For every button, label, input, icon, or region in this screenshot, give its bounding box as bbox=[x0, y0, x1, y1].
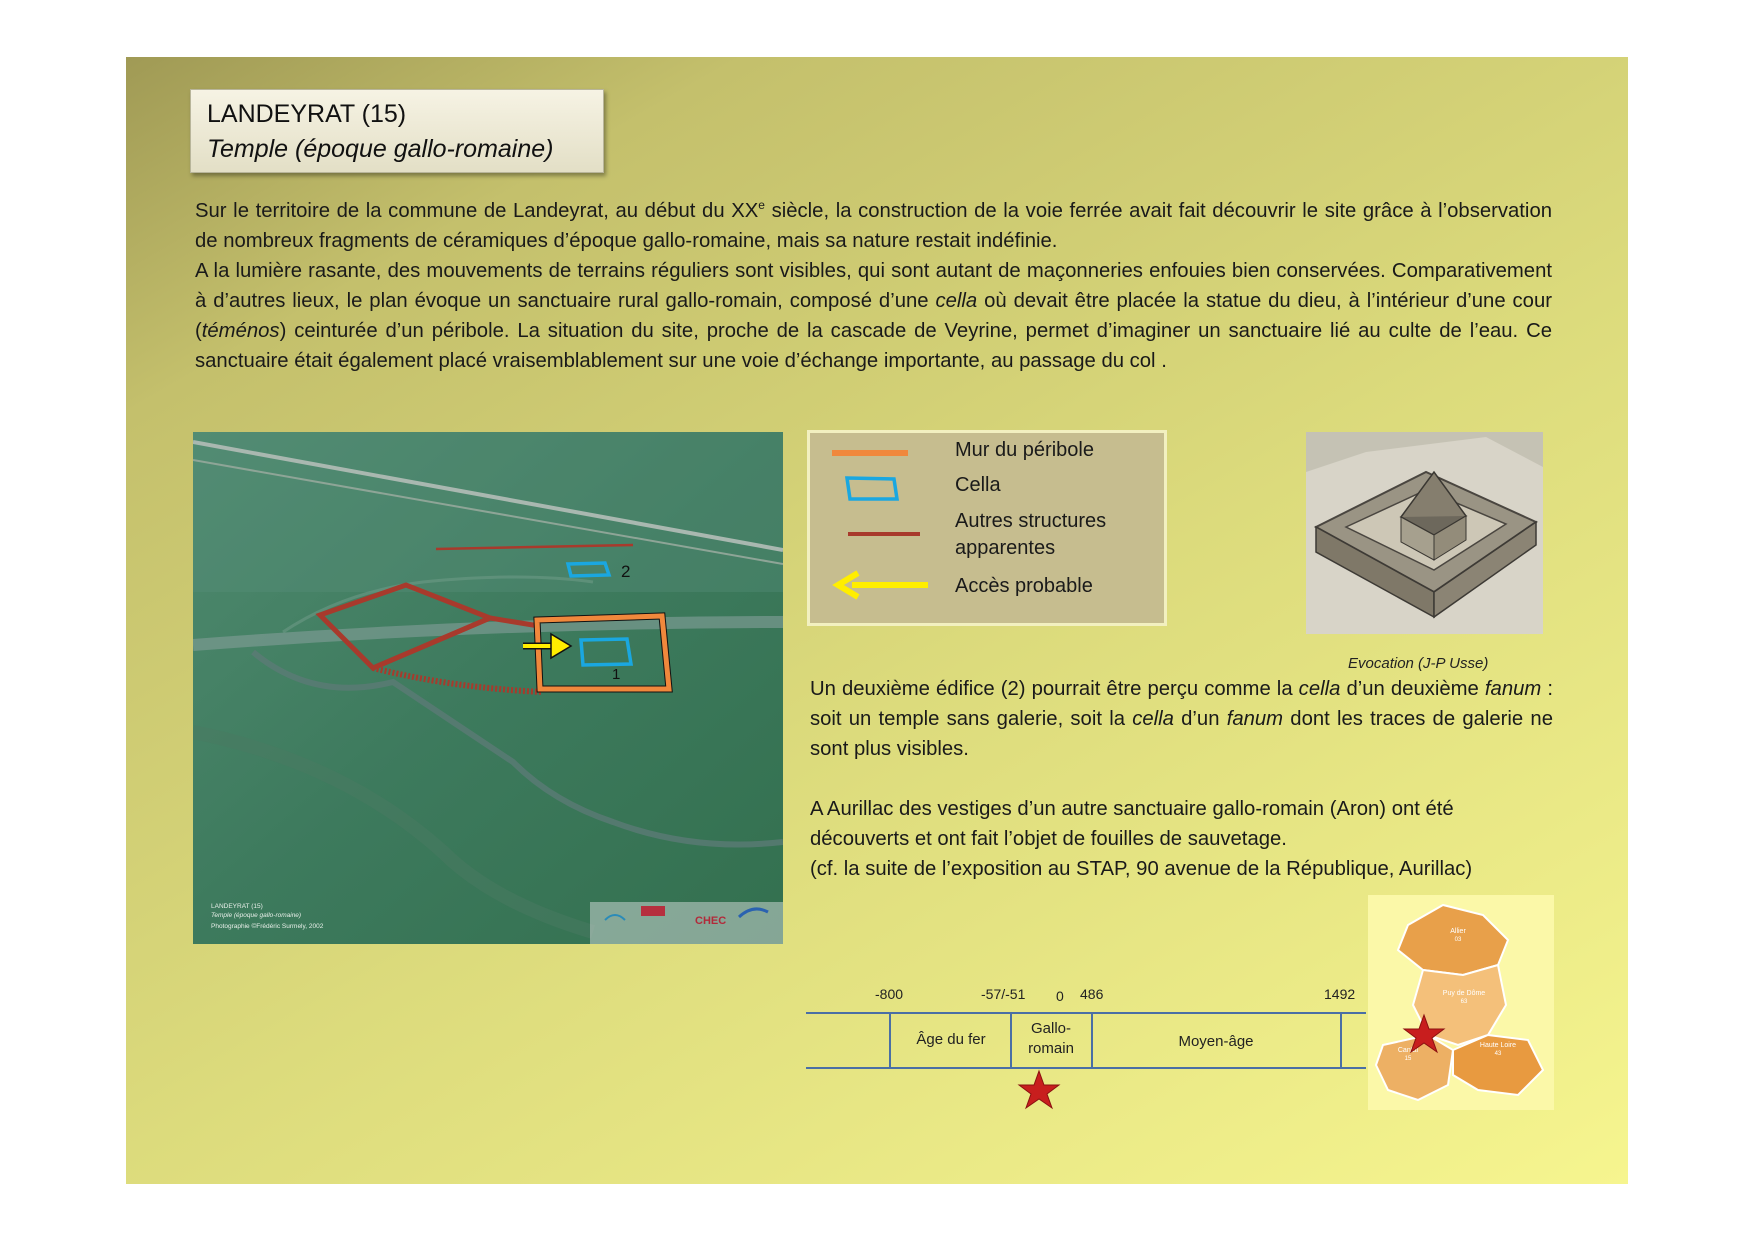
logo-chec: CHEC bbox=[695, 915, 727, 927]
cella-swatch bbox=[844, 475, 900, 503]
svg-text:15: 15 bbox=[1404, 1056, 1412, 1062]
other-structures-swatch bbox=[846, 529, 922, 539]
svg-text:63: 63 bbox=[1460, 999, 1468, 1005]
intro-paragraph-1: Sur le territoire de la commune de Landeyrat, au début du XXe siècle, la construction de la voie ferrée avait fait découvrir le site grâce à l’observation de nombreux fragments de céramiques d’époque gallo-romaine, mais sa nature restait indéfinie. bbox=[195, 198, 1552, 252]
access-arrow-swatch bbox=[832, 569, 930, 601]
svg-text:Puy de Dôme: Puy de Dôme bbox=[1442, 990, 1486, 997]
intro-text bbox=[195, 190, 1552, 376]
period-gallo-roman: Gallo- romain bbox=[1028, 1020, 1074, 1057]
svg-text:Allier: Allier bbox=[1450, 928, 1466, 935]
page-subtitle: Temple (époque gallo-romaine) bbox=[207, 135, 554, 163]
body-text-2 bbox=[810, 674, 1553, 884]
period-middle-ages: Moyen-âge bbox=[1178, 1033, 1254, 1050]
timeline-star bbox=[1019, 1071, 1059, 1108]
slide bbox=[126, 57, 1628, 1184]
legend-item-cella: Cella bbox=[955, 474, 1001, 496]
body2-paragraph-1: Un deuxième édifice (2) pourrait être perçu comme la cella d’un deuxième fanum : soit un temple sans galerie, soit la cella d’un fanum dont les traces de galerie ne sont plus visibles. bbox=[810, 678, 1553, 760]
map-legend bbox=[807, 430, 1167, 626]
svg-text:Temple (époque gallo-romaine): Temple (époque gallo-romaine) bbox=[211, 912, 302, 919]
period-iron-age: Âge du fer bbox=[916, 1031, 986, 1048]
legend-item-peribole: Mur du péribole bbox=[955, 439, 1094, 461]
body2-paragraph-2: A Aurillac des vestiges d’un autre sanctuaire gallo-romain (Aron) ont été découverts et ont fait l’objet de fouilles de sauvetage. bbox=[810, 798, 1454, 850]
aerial-photo bbox=[193, 432, 783, 944]
legend-item-access: Accès probable bbox=[955, 575, 1093, 597]
svg-text:Cantal: Cantal bbox=[1397, 1047, 1419, 1054]
page-title: LANDEYRAT (15) bbox=[207, 100, 407, 128]
svg-text:Photographie ©Frédéric Surmely: Photographie ©Frédéric Surmely, 2002 bbox=[211, 923, 324, 930]
auvergne-map bbox=[1368, 895, 1554, 1110]
evocation-caption: Evocation (J-P Usse) bbox=[1348, 655, 1489, 672]
title-box bbox=[190, 89, 604, 173]
tick-1492: 1492 bbox=[1324, 986, 1356, 1002]
legend-item-other: Autres structures apparentes bbox=[955, 510, 1107, 559]
timeline bbox=[806, 979, 1366, 1129]
intro-paragraph-2: A la lumière rasante, des mouvements de terrains réguliers sont visibles, qui sont autant de maçonneries enfouies bien conservées. Comparativement à d’autres lieux, le plan évoque un sanctuaire rural gallo-romain, composé d’une cella où devait être placée la statue du dieu, à l’intérieur d’une cour (téménos) ceinturée d’un péribole. La situation du site, proche de la cascade de Veyrine, permet d’imaginer un sanctuaire lié au culte de l’eau. Ce sanctuaire était également placé vraisemblablement sur une voie d’échange importante, au passage du col . bbox=[195, 259, 1552, 372]
cella-2-label: 2 bbox=[621, 562, 631, 581]
tick-minus-800: -800 bbox=[875, 986, 904, 1002]
svg-text:03: 03 bbox=[1454, 937, 1462, 943]
peribole-swatch bbox=[830, 447, 910, 459]
logo-1 bbox=[641, 906, 665, 916]
body2-paragraph-3: (cf. la suite de l’exposition au STAP, 90 avenue de la République, Aurillac) bbox=[810, 858, 1473, 880]
evocation-drawing bbox=[1306, 432, 1543, 634]
tick-zero: 0 bbox=[1056, 988, 1064, 1004]
cella-1-label: 1 bbox=[612, 666, 621, 683]
svg-text:Haute Loire: Haute Loire bbox=[1479, 1042, 1517, 1049]
svg-text:LANDEYRAT (15): LANDEYRAT (15) bbox=[211, 903, 263, 910]
tick-minus-57-51: -57/-51 bbox=[981, 986, 1026, 1002]
svg-text:43: 43 bbox=[1494, 1051, 1502, 1057]
tick-486: 486 bbox=[1080, 986, 1104, 1002]
